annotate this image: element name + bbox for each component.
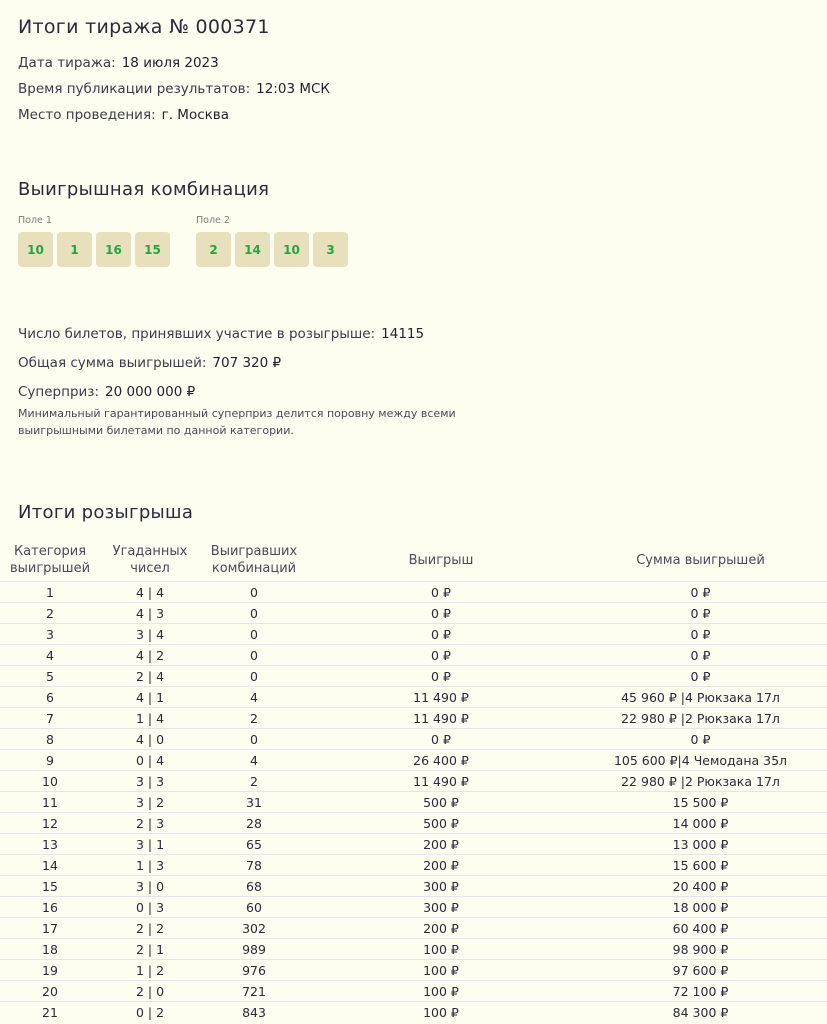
table-row [0, 981, 827, 1002]
sum-cell: 15 500 ₽ [574, 792, 827, 813]
matched-cell: 3 | 0 [100, 876, 200, 897]
sum-cell: 84 300 ₽ [574, 1002, 827, 1023]
winners-cell: 0 [200, 666, 308, 687]
sum-cell: 22 980 ₽ |2 Рюкзака 17л [574, 708, 827, 729]
winners-cell: 28 [200, 813, 308, 834]
table-row [0, 729, 827, 750]
total-value: 707 320 ₽ [212, 355, 282, 371]
sum-cell: 0 ₽ [574, 729, 827, 750]
tickets-value: 14115 [381, 326, 425, 342]
table-row [0, 771, 827, 792]
sum-cell: 45 960 ₽ |4 Рюкзака 17л [574, 687, 827, 708]
results-heading: Итоги розыгрыша [18, 502, 194, 523]
tickets-row [18, 326, 424, 342]
table-row [0, 750, 827, 771]
column-header-matched: Угаданных чисел [112, 544, 188, 576]
category-cell: 12 [0, 813, 100, 834]
sum-cell: 105 600 ₽|4 Чемодана 35л [574, 750, 827, 771]
location-row [18, 107, 229, 123]
sum-cell: 0 ₽ [574, 666, 827, 687]
table-row [0, 645, 827, 666]
superprize-row [18, 384, 195, 400]
winners-cell: 60 [200, 897, 308, 918]
category-cell: 14 [0, 855, 100, 876]
sum-cell: 0 ₽ [574, 645, 827, 666]
number-ball: 16 [96, 232, 131, 267]
matched-cell: 4 | 3 [100, 603, 200, 624]
winners-cell: 65 [200, 834, 308, 855]
winners-cell: 2 [200, 771, 308, 792]
prize-cell: 300 ₽ [308, 876, 574, 897]
prize-cell: 500 ₽ [308, 792, 574, 813]
winners-cell: 31 [200, 792, 308, 813]
prize-cell: 0 ₽ [308, 624, 574, 645]
table-header-row [0, 539, 827, 582]
publish-time-label: Время публикации результатов: [18, 81, 251, 97]
prize-cell: 11 490 ₽ [308, 687, 574, 708]
matched-cell: 2 | 0 [100, 981, 200, 1002]
matched-cell: 1 | 3 [100, 855, 200, 876]
table-row [0, 876, 827, 897]
table-row [0, 813, 827, 834]
number-ball: 10 [18, 232, 53, 267]
sum-cell: 0 ₽ [574, 603, 827, 624]
table-row [0, 708, 827, 729]
category-cell: 7 [0, 708, 100, 729]
prize-cell: 26 400 ₽ [308, 750, 574, 771]
category-cell: 21 [0, 1002, 100, 1023]
category-cell: 13 [0, 834, 100, 855]
winners-cell: 0 [200, 603, 308, 624]
category-cell: 17 [0, 918, 100, 939]
number-ball: 10 [274, 232, 309, 267]
tickets-label: Число билетов, принявших участие в розыгрыше: [18, 326, 376, 342]
sum-cell: 98 900 ₽ [574, 939, 827, 960]
category-cell: 2 [0, 603, 100, 624]
total-row [18, 355, 281, 371]
matched-cell: 3 | 2 [100, 792, 200, 813]
location-value: г. Москва [161, 107, 230, 123]
category-cell: 3 [0, 624, 100, 645]
category-cell: 9 [0, 750, 100, 771]
column-header-category: Категория выигрышей [9, 544, 91, 576]
number-ball: 15 [135, 232, 170, 267]
sum-cell: 0 ₽ [574, 582, 827, 603]
winners-cell: 0 [200, 624, 308, 645]
winners-cell: 302 [200, 918, 308, 939]
matched-cell: 0 | 3 [100, 897, 200, 918]
winners-cell: 4 [200, 750, 308, 771]
draw-date-label: Дата тиража: [18, 55, 116, 71]
matched-cell: 3 | 1 [100, 834, 200, 855]
prize-cell: 100 ₽ [308, 960, 574, 981]
matched-cell: 4 | 2 [100, 645, 200, 666]
sum-cell: 13 000 ₽ [574, 834, 827, 855]
sum-cell: 15 600 ₽ [574, 855, 827, 876]
prize-cell: 200 ₽ [308, 918, 574, 939]
prize-cell: 300 ₽ [308, 897, 574, 918]
field1-balls [18, 232, 170, 267]
winners-cell: 721 [200, 981, 308, 1002]
number-ball: 1 [57, 232, 92, 267]
category-cell: 16 [0, 897, 100, 918]
publish-time-value: 12:03 МСК [256, 81, 330, 97]
prize-cell: 0 ₽ [308, 582, 574, 603]
category-cell: 19 [0, 960, 100, 981]
table-row [0, 792, 827, 813]
sum-cell: 18 000 ₽ [574, 897, 827, 918]
field1-label: Поле 1 [18, 215, 52, 226]
matched-cell: 2 | 2 [100, 918, 200, 939]
category-cell: 8 [0, 729, 100, 750]
superprize-value: 20 000 000 ₽ [105, 384, 196, 400]
winners-cell: 4 [200, 687, 308, 708]
column-header-sum: Сумма выигрышей [636, 552, 765, 568]
category-cell: 4 [0, 645, 100, 666]
matched-cell: 0 | 2 [100, 1002, 200, 1023]
category-cell: 18 [0, 939, 100, 960]
matched-cell: 2 | 1 [100, 939, 200, 960]
table-row [0, 624, 827, 645]
matched-cell: 2 | 3 [100, 813, 200, 834]
winners-cell: 976 [200, 960, 308, 981]
prize-cell: 0 ₽ [308, 666, 574, 687]
prize-cell: 0 ₽ [308, 603, 574, 624]
prize-cell: 0 ₽ [308, 645, 574, 666]
winners-cell: 989 [200, 939, 308, 960]
matched-cell: 2 | 4 [100, 666, 200, 687]
prize-cell: 100 ₽ [308, 939, 574, 960]
combination-heading: Выигрышная комбинация [18, 179, 270, 200]
sum-cell: 22 980 ₽ |2 Рюкзака 17л [574, 771, 827, 792]
category-cell: 5 [0, 666, 100, 687]
category-cell: 15 [0, 876, 100, 897]
table-row [0, 918, 827, 939]
sum-cell: 97 600 ₽ [574, 960, 827, 981]
draw-date-value: 18 июля 2023 [121, 55, 219, 71]
prize-cell: 11 490 ₽ [308, 771, 574, 792]
table-row [0, 960, 827, 981]
column-header-winners: Выигравших комбинаций [210, 544, 298, 576]
matched-cell: 3 | 3 [100, 771, 200, 792]
table-row [0, 582, 827, 603]
winners-cell: 0 [200, 582, 308, 603]
page-title: Итоги тиража № 000371 [18, 16, 270, 38]
winners-cell: 843 [200, 1002, 308, 1023]
field2-balls [196, 232, 348, 267]
prize-cell: 100 ₽ [308, 981, 574, 1002]
prize-cell: 11 490 ₽ [308, 708, 574, 729]
table-row [0, 855, 827, 876]
results-table [0, 539, 827, 1022]
matched-cell: 1 | 2 [100, 960, 200, 981]
prize-cell: 100 ₽ [308, 1002, 574, 1023]
location-label: Место проведения: [18, 107, 156, 123]
sum-cell: 20 400 ₽ [574, 876, 827, 897]
number-ball: 3 [313, 232, 348, 267]
category-cell: 11 [0, 792, 100, 813]
table-row [0, 834, 827, 855]
matched-cell: 4 | 4 [100, 582, 200, 603]
sum-cell: 72 100 ₽ [574, 981, 827, 1002]
number-ball: 14 [235, 232, 270, 267]
category-cell: 20 [0, 981, 100, 1002]
table-row [0, 939, 827, 960]
number-ball: 2 [196, 232, 231, 267]
prize-cell: 200 ₽ [308, 834, 574, 855]
matched-cell: 4 | 0 [100, 729, 200, 750]
table-row [0, 603, 827, 624]
results-table-body [0, 582, 827, 1023]
sum-cell: 14 000 ₽ [574, 813, 827, 834]
table-row [0, 897, 827, 918]
superprize-note: Минимальный гарантированный суперприз делится поровну между всеми выигрышными билетами по данной категории. [18, 407, 456, 437]
category-cell: 10 [0, 771, 100, 792]
matched-cell: 4 | 1 [100, 687, 200, 708]
column-header-prize: Выигрыш [408, 552, 474, 568]
winners-cell: 78 [200, 855, 308, 876]
table-row [0, 666, 827, 687]
prize-cell: 500 ₽ [308, 813, 574, 834]
sum-cell: 0 ₽ [574, 624, 827, 645]
winners-cell: 0 [200, 645, 308, 666]
winners-cell: 2 [200, 708, 308, 729]
prize-cell: 0 ₽ [308, 729, 574, 750]
prize-cell: 200 ₽ [308, 855, 574, 876]
winners-cell: 68 [200, 876, 308, 897]
category-cell: 1 [0, 582, 100, 603]
matched-cell: 1 | 4 [100, 708, 200, 729]
matched-cell: 0 | 4 [100, 750, 200, 771]
matched-cell: 3 | 4 [100, 624, 200, 645]
sum-cell: 60 400 ₽ [574, 918, 827, 939]
publish-time-row [18, 81, 330, 97]
table-row [0, 687, 827, 708]
category-cell: 6 [0, 687, 100, 708]
draw-date-row [18, 55, 219, 71]
winners-cell: 0 [200, 729, 308, 750]
field2-label: Поле 2 [196, 215, 230, 226]
total-label: Общая сумма выигрышей: [18, 355, 207, 371]
superprize-label: Суперприз: [18, 384, 100, 400]
table-row [0, 1002, 827, 1023]
